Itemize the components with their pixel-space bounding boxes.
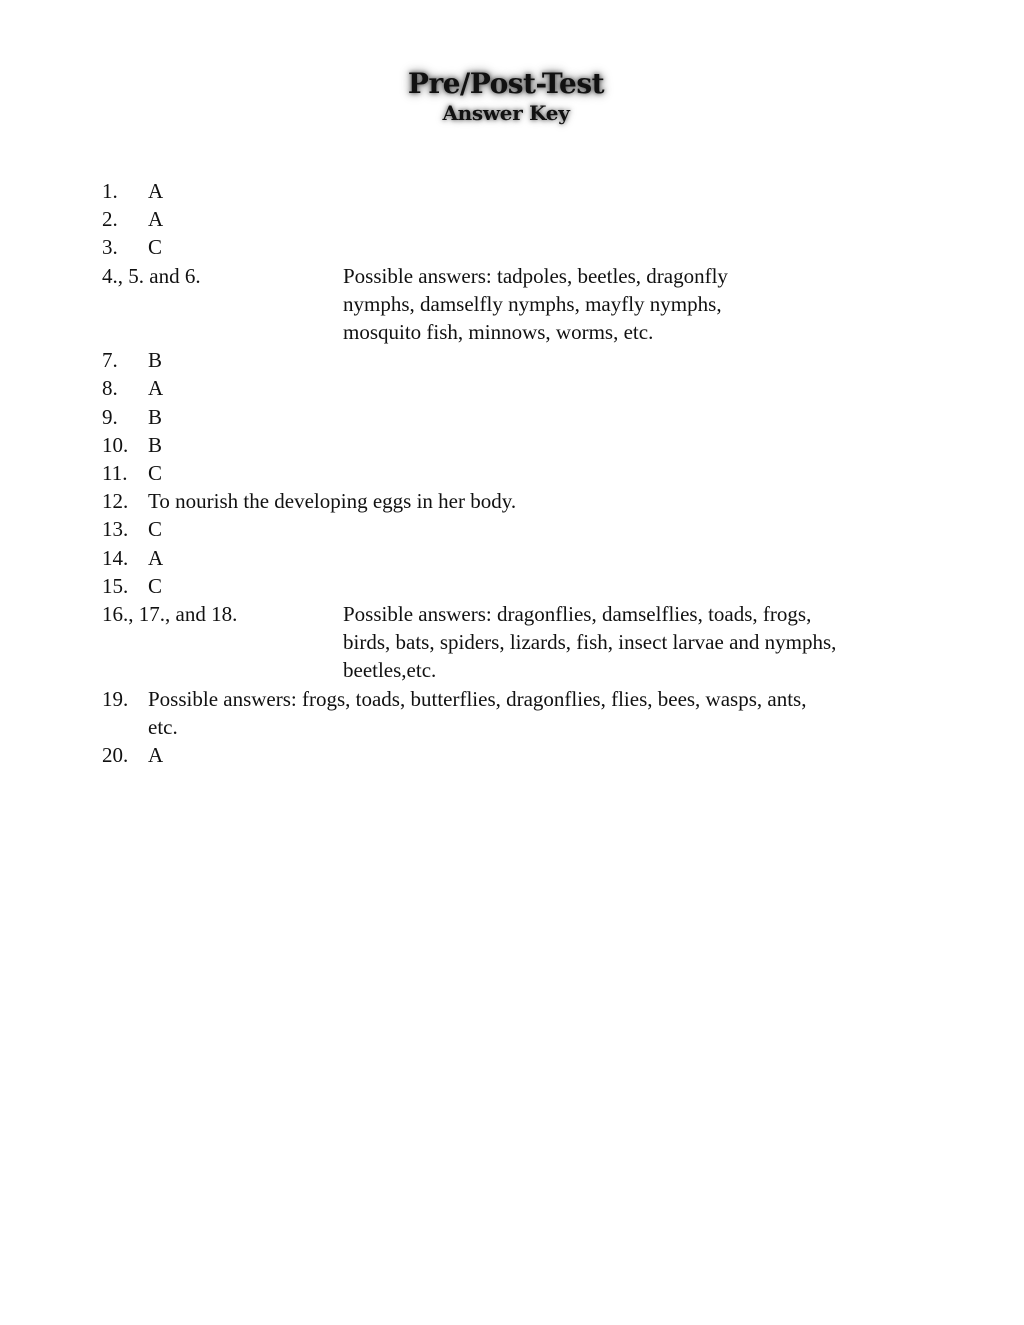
- answer-item-12: [102, 487, 932, 515]
- item-answer-continuation: birds, bats, spiders, lizards, fish, insect larvae and nymphs,: [343, 630, 837, 655]
- answer-item-15: [102, 572, 932, 600]
- item-number: 16., 17., and 18.: [102, 602, 238, 627]
- answer-item-3: [102, 233, 932, 261]
- answer-list: [102, 177, 932, 769]
- item-number: 10.: [102, 432, 129, 457]
- item-answer: C: [148, 461, 163, 486]
- item-number: 11.: [102, 461, 128, 486]
- answer-item-14: [102, 544, 932, 572]
- item-answer: Possible answers: dragonflies, damselflies, toads, frogs,: [343, 602, 812, 627]
- item-answer: Possible answers: frogs, toads, butterflies, dragonflies, flies, bees, wasps, ants,: [148, 686, 807, 711]
- answer-item-19: [102, 685, 932, 741]
- page-title: Pre/Post-Test: [407, 67, 605, 100]
- answer-item-13: [102, 515, 932, 543]
- item-answer: A: [148, 207, 164, 232]
- item-answer: C: [148, 235, 163, 260]
- answer-item-1: [102, 177, 932, 205]
- item-answer: A: [148, 743, 164, 768]
- item-answer: A: [148, 376, 164, 401]
- item-answer: B: [148, 348, 163, 373]
- answer-item-20: [102, 741, 932, 769]
- header: [0, 66, 1012, 124]
- item-answer: To nourish the developing eggs in her body.: [148, 489, 517, 514]
- answer-item-4-6: [102, 262, 932, 347]
- item-number: 15.: [102, 573, 129, 598]
- answer-item-9: [102, 403, 932, 431]
- answer-item-2: [102, 205, 932, 233]
- item-number: 9.: [102, 404, 118, 429]
- item-answer: B: [148, 432, 163, 457]
- answer-item-16-18: [102, 600, 932, 685]
- item-answer: C: [148, 573, 163, 598]
- item-answer: A: [148, 179, 164, 203]
- item-number: 3.: [102, 235, 118, 260]
- item-answer-continuation: nymphs, damselfly nymphs, mayfly nymphs,: [343, 291, 722, 316]
- item-number: 7.: [102, 348, 118, 373]
- item-number: 12.: [102, 489, 129, 514]
- item-number: 8.: [102, 376, 118, 401]
- answer-item-11: [102, 459, 932, 487]
- item-answer: Possible answers: tadpoles, beetles, dragonfly: [343, 263, 728, 288]
- item-number: 20.: [102, 743, 129, 768]
- answer-item-7: [102, 346, 932, 374]
- item-number: 2.: [102, 207, 118, 232]
- item-number: 13.: [102, 517, 129, 542]
- item-answer-continuation: beetles,etc.: [343, 658, 437, 683]
- item-answer: C: [148, 517, 163, 542]
- item-answer: B: [148, 404, 163, 429]
- page-subtitle: Answer Key: [442, 101, 570, 125]
- answer-item-8: [102, 374, 932, 402]
- item-number: 4., 5. and 6.: [102, 263, 201, 288]
- item-answer: A: [148, 545, 164, 570]
- item-answer-continuation: mosquito fish, minnows, worms, etc.: [343, 320, 654, 345]
- item-number: 14.: [102, 545, 129, 570]
- answer-item-10: [102, 431, 932, 459]
- item-number: 19.: [102, 686, 129, 711]
- item-number: 1.: [102, 179, 118, 203]
- item-answer-continuation: etc.: [148, 714, 178, 739]
